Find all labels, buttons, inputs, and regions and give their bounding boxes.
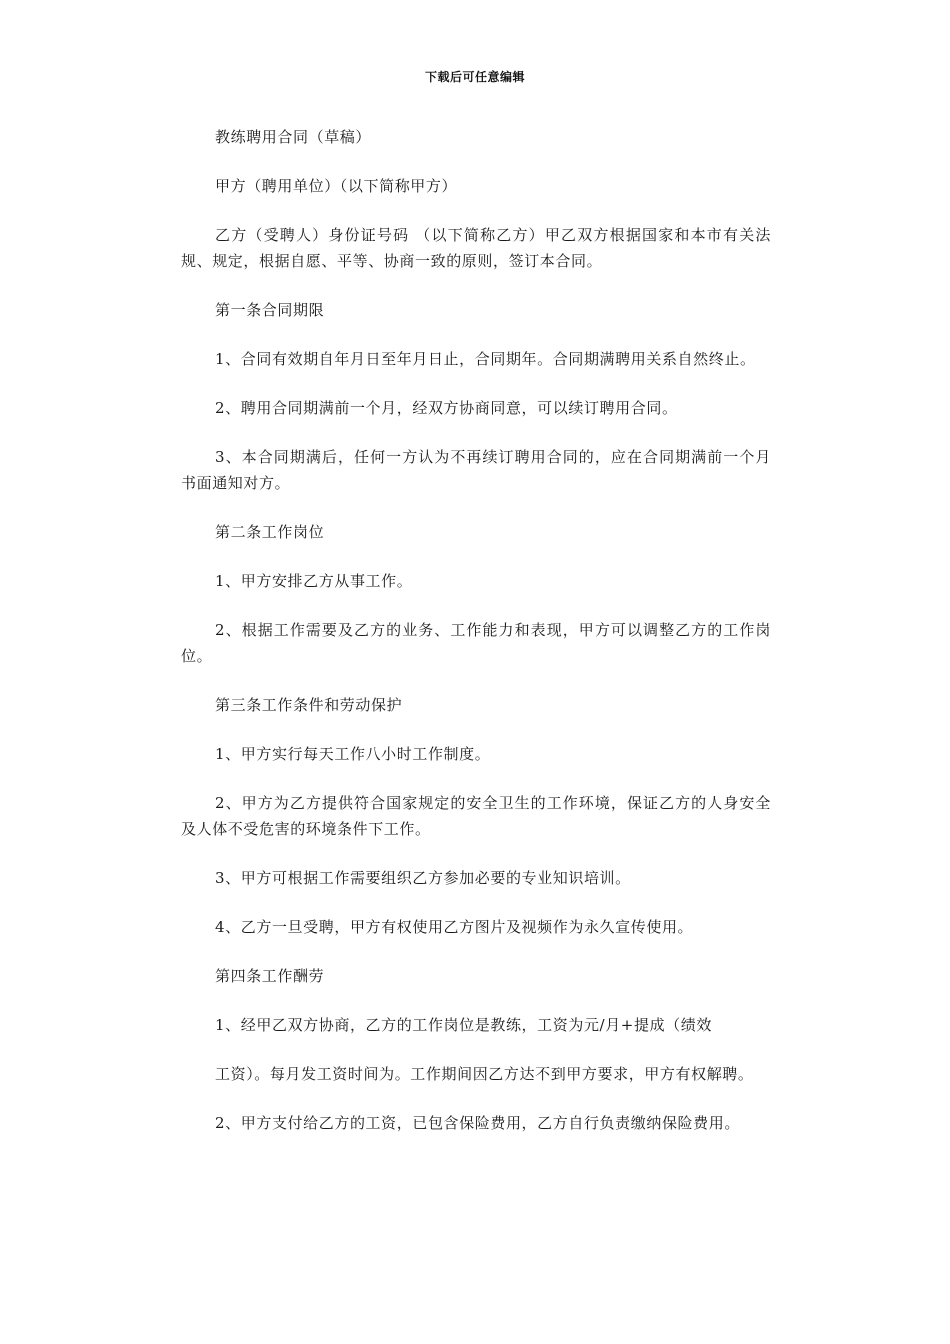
party-a-line: 甲方（聘用单位）（以下简称甲方）	[215, 177, 458, 195]
page-header-note: 下载后可任意编辑	[424, 70, 525, 84]
article-2-item-2: 2、根据工作需要及乙方的业务、工作能力和表现，甲方可以调整乙方的工作岗位。	[181, 621, 771, 665]
party-b-paragraph: 乙方（受聘人）身份证号码 （以下简称乙方）甲乙双方根据国家和本市有关法规、规定，根据自愿、平等、协商一致的原则，签订本合同。	[181, 226, 771, 270]
article-1-item-3: 3、本合同期满后，任何一方认为不再续订聘用合同的，应在合同期满前一个月书面通知对方。	[181, 448, 771, 492]
article-1-item-1: 1、合同有效期自年月日至年月日止，合同期年。合同期满聘用关系自然终止。	[215, 350, 756, 368]
article-4-item-1: 1、经甲乙双方协商，乙方的工作岗位是教练，工资为元/月+提成（绩效	[215, 1016, 712, 1034]
article-1-heading: 第一条合同期限	[215, 301, 325, 319]
article-3-item-1: 1、甲方实行每天工作八小时工作制度。	[215, 745, 491, 763]
article-4-item-2: 2、甲方支付给乙方的工资，已包含保险费用，乙方自行负责缴纳保险费用。	[215, 1114, 740, 1132]
document-body	[181, 124, 771, 1159]
article-3-item-3: 3、甲方可根据工作需要组织乙方参加必要的专业知识培训。	[215, 869, 631, 887]
article-3-heading: 第三条工作条件和劳动保护	[215, 696, 403, 714]
document-title: 教练聘用合同（草稿）	[215, 128, 372, 146]
article-1-item-2: 2、聘用合同期满前一个月，经双方协商同意，可以续订聘用合同。	[215, 399, 678, 417]
article-3-item-4: 4、乙方一旦受聘，甲方有权使用乙方图片及视频作为永久宣传使用。	[215, 918, 694, 936]
article-3-item-2: 2、甲方为乙方提供符合国家规定的安全卫生的工作环境，保证乙方的人身安全及人体不受危害的环境条件下工作。	[181, 794, 771, 838]
article-2-item-1: 1、甲方安排乙方从事工作。	[215, 572, 413, 590]
article-2-heading: 第二条工作岗位	[215, 523, 325, 541]
article-4-item-1-continued: 工资）。每月发工资时间为。工作期间因乙方达不到甲方要求，甲方有权解聘。	[215, 1065, 754, 1083]
article-4-heading: 第四条工作酬劳	[215, 967, 325, 985]
